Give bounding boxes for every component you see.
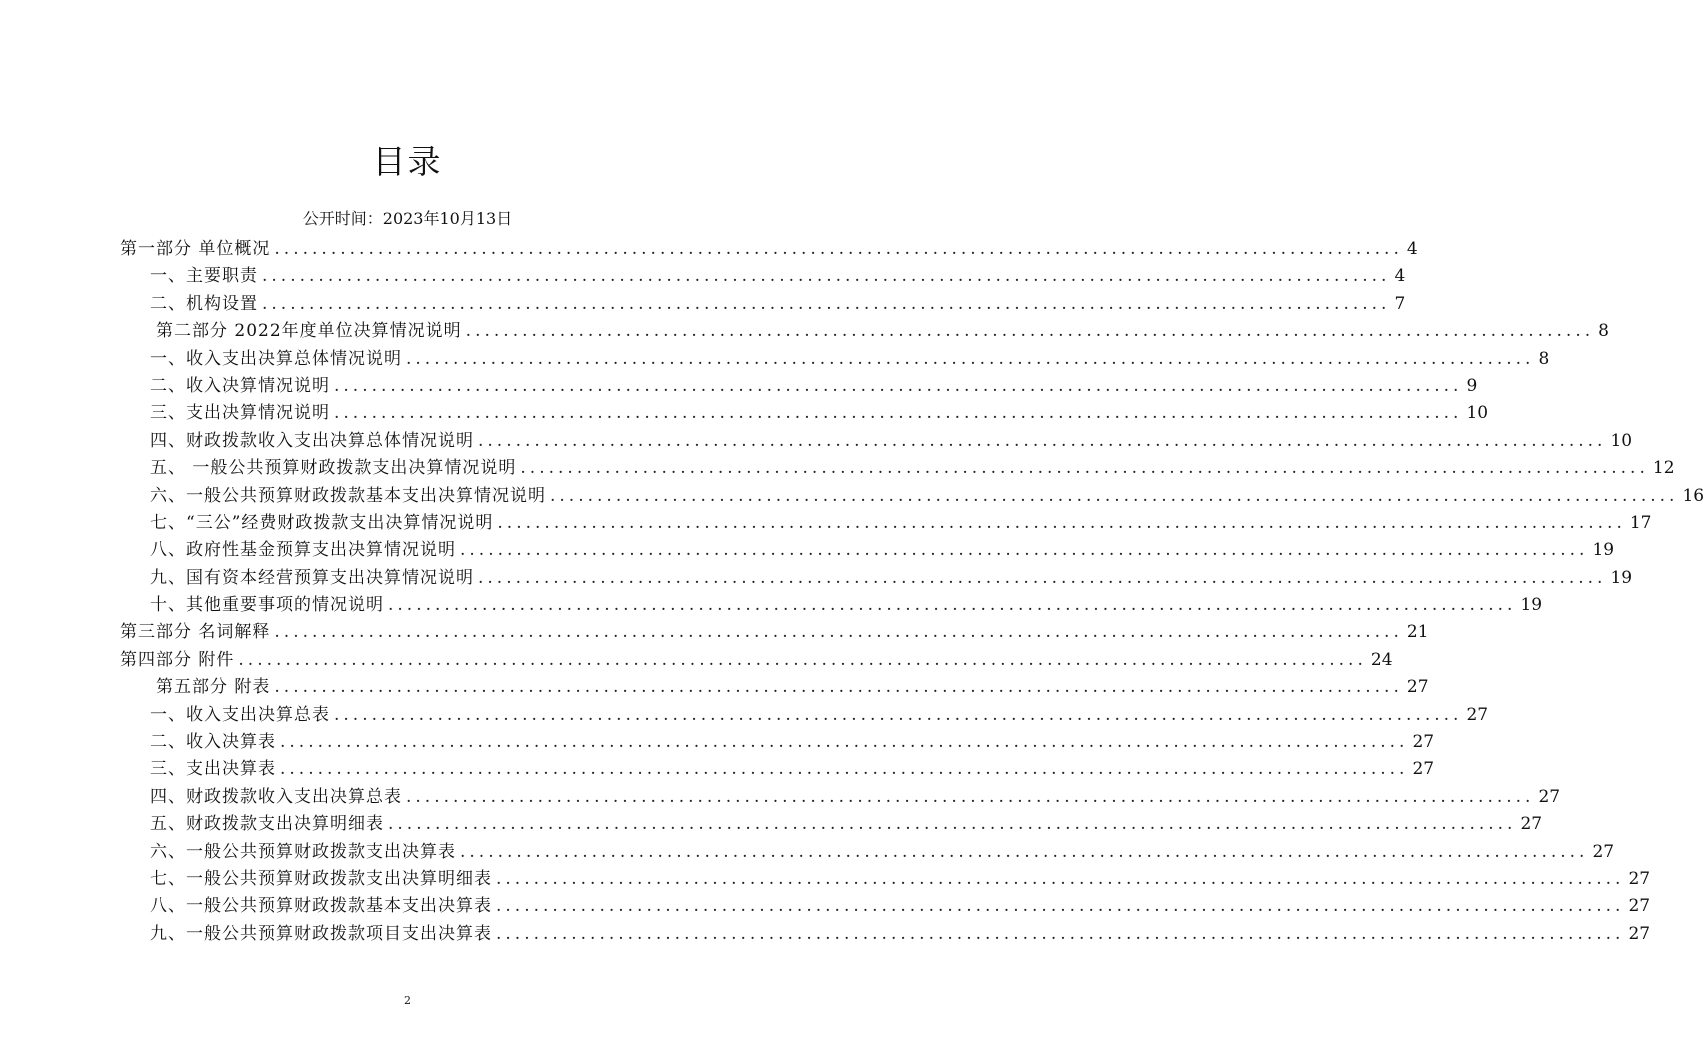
toc-leader-dots: ........................................................................................................................: [550, 485, 1679, 506]
toc-entry[interactable]: [120, 344, 1550, 371]
toc-entry-page: 27: [1628, 896, 1651, 917]
toc-entry[interactable]: [120, 727, 1435, 754]
toc-leader-dots: ........................................................................................................................: [478, 430, 1607, 451]
toc-entry-page: 27: [1406, 677, 1429, 698]
toc-entry-page: 7: [1394, 293, 1406, 314]
toc-entry[interactable]: [120, 590, 1543, 617]
toc-entry-label: 七、“三公”经费财政拨款支出决算情况说明: [150, 512, 494, 533]
toc-entry-label: 九、国有资本经营预算支出决算情况说明: [150, 567, 474, 588]
toc-entry-label: 五、 一般公共预算财政拨款支出决算情况说明: [150, 458, 517, 479]
toc-entry-page: 8: [1598, 321, 1609, 342]
toc-leader-dots: ........................................................................................................................: [238, 649, 1367, 670]
toc-leader-dots: ........................................................................................................................: [262, 266, 1391, 287]
toc-entry-label: 第二部分 2022年度单位决算情况说明: [156, 321, 462, 342]
toc-leader-dots: ........................................................................................................................: [497, 512, 1626, 533]
toc-entry-label: 第四部分 附件: [120, 649, 235, 670]
toc-leader-dots: ........................................................................................................................: [274, 677, 1403, 698]
toc-entry-page: 27: [1412, 759, 1435, 780]
toc-leader-dots: ........................................................................................................................: [496, 896, 1625, 917]
page-number: 2: [404, 994, 411, 1007]
toc-entry[interactable]: [120, 453, 1675, 480]
toc-entry-page: 4: [1406, 239, 1418, 259]
toc-leader-dots: ........................................................................................................................: [520, 458, 1649, 479]
toc-entry-page: 16: [1682, 485, 1704, 506]
toc-entry[interactable]: [120, 891, 1651, 918]
toc-entry-page: 19: [1592, 540, 1615, 561]
toc-entry-label: 第五部分 附表: [156, 677, 271, 698]
toc-leader-dots: ........................................................................................................................: [388, 595, 1517, 616]
toc-entry-page: 27: [1592, 841, 1615, 862]
toc-entry-label: 二、收入决算情况说明: [150, 375, 330, 396]
toc-entry-label: 第一部分 单位概况: [120, 239, 271, 259]
toc-entry-page: 19: [1520, 595, 1543, 616]
toc-entry-label: 八、一般公共预算财政拨款基本支出决算表: [150, 896, 492, 917]
toc-entry[interactable]: [120, 535, 1615, 562]
toc-entry[interactable]: [120, 700, 1489, 727]
toc-entry[interactable]: [120, 508, 1652, 535]
toc-entry-page: 27: [1628, 868, 1651, 889]
toc-entry[interactable]: [120, 864, 1651, 891]
toc-entry[interactable]: [120, 371, 1478, 398]
toc-entry[interactable]: [120, 809, 1543, 836]
toc-entry-label: 第三部分 名词解释: [120, 622, 271, 643]
toc-entry-page: 10: [1610, 430, 1633, 451]
toc-leader-dots: ........................................................................................................................: [460, 540, 1589, 561]
toc-entry-page: 24: [1370, 649, 1393, 670]
toc-leader-dots: ........................................................................................................................: [280, 732, 1409, 753]
toc-entry-label: 三、支出决算表: [150, 759, 276, 780]
toc-entry-page: 12: [1652, 458, 1675, 479]
toc-entry-label: 二、收入决算表: [150, 732, 276, 753]
toc-leader-dots: ........................................................................................................................: [334, 704, 1463, 725]
toc-entry-label: 四、财政拨款收入支出决算总表: [150, 786, 402, 807]
toc-leader-dots: ........................................................................................................................: [496, 923, 1625, 944]
toc-entry-label: 九、一般公共预算财政拨款项目支出决算表: [150, 923, 492, 944]
toc-entry-page: 17: [1629, 512, 1652, 533]
toc-entry[interactable]: [120, 261, 1406, 288]
toc-entry-page: 27: [1466, 704, 1489, 725]
toc-entry-label: 一、收入支出决算总表: [150, 704, 330, 725]
toc-entry[interactable]: [120, 782, 1561, 809]
toc-entry-page: 21: [1406, 622, 1429, 643]
toc-entry[interactable]: [120, 426, 1633, 453]
toc-entry-label: 七、一般公共预算财政拨款支出决算明细表: [150, 868, 492, 889]
toc-leader-dots: ........................................................................................................................: [460, 841, 1589, 862]
toc-entry[interactable]: [120, 398, 1489, 425]
toc-leader-dots: ........................................................................................................................: [280, 759, 1409, 780]
toc-leader-dots: ........................................................................................................................: [334, 403, 1463, 424]
toc-leader-dots: ........................................................................................................................: [388, 814, 1517, 835]
toc-entry-page: 8: [1538, 348, 1550, 369]
toc-leader-dots: ........................................................................................................................: [496, 868, 1625, 889]
toc-entry[interactable]: [120, 837, 1615, 864]
publish-date: 公开时间：2023年10月13日: [302, 209, 513, 228]
toc-entry[interactable]: [120, 234, 1418, 261]
toc-entry-label: 一、收入支出决算总体情况说明: [150, 348, 402, 369]
toc-leader-dots: ........................................................................................................................: [465, 321, 1595, 342]
toc-entry[interactable]: [120, 617, 1429, 644]
toc-entry[interactable]: [120, 563, 1633, 590]
toc-entry-page: 19: [1610, 567, 1633, 588]
toc-entry-label: 五、财政拨款支出决算明细表: [150, 814, 384, 835]
toc-entry-page: 27: [1628, 923, 1651, 944]
toc-entry-label: 八、政府性基金预算支出决算情况说明: [150, 540, 456, 561]
toc-entry-label: 四、财政拨款收入支出决算总体情况说明: [150, 430, 474, 451]
toc-entry[interactable]: [120, 919, 1651, 946]
toc-entry[interactable]: [120, 481, 1704, 508]
toc-entry-label: 二、机构设置: [150, 293, 258, 314]
toc-entry-label: 十、其他重要事项的情况说明: [150, 595, 384, 616]
toc-leader-dots: ........................................................................................................................: [262, 293, 1391, 314]
toc-entry-page: 9: [1466, 375, 1478, 396]
toc-entry-page: 4: [1394, 266, 1406, 287]
toc-entry-label: 三、支出决算情况说明: [150, 403, 330, 424]
toc-entry[interactable]: [120, 645, 1393, 672]
toc-entry-label: 六、一般公共预算财政拨款基本支出决算情况说明: [150, 485, 546, 506]
toc-leader-dots: ........................................................................................................................: [274, 239, 1403, 259]
toc-leader-dots: ........................................................................................................................: [334, 375, 1463, 396]
toc-entry[interactable]: [120, 672, 1429, 699]
page-title: 目录: [372, 142, 443, 181]
table-of-contents: [120, 234, 1704, 946]
toc-entry-label: 一、主要职责: [150, 266, 258, 287]
toc-entry[interactable]: [120, 754, 1435, 781]
toc-entry-page: 10: [1466, 403, 1489, 424]
toc-entry[interactable]: [120, 289, 1406, 316]
toc-leader-dots: ........................................................................................................................: [274, 622, 1403, 643]
toc-leader-dots: ........................................................................................................................: [478, 567, 1607, 588]
toc-entry-page: 27: [1412, 732, 1435, 753]
toc-entry-label: 六、一般公共预算财政拨款支出决算表: [150, 841, 456, 862]
toc-leader-dots: ........................................................................................................................: [406, 348, 1535, 369]
toc-entry-page: 27: [1520, 814, 1543, 835]
toc-entry[interactable]: [120, 316, 1609, 343]
toc-leader-dots: ........................................................................................................................: [406, 786, 1535, 807]
toc-entry-page: 27: [1538, 786, 1561, 807]
